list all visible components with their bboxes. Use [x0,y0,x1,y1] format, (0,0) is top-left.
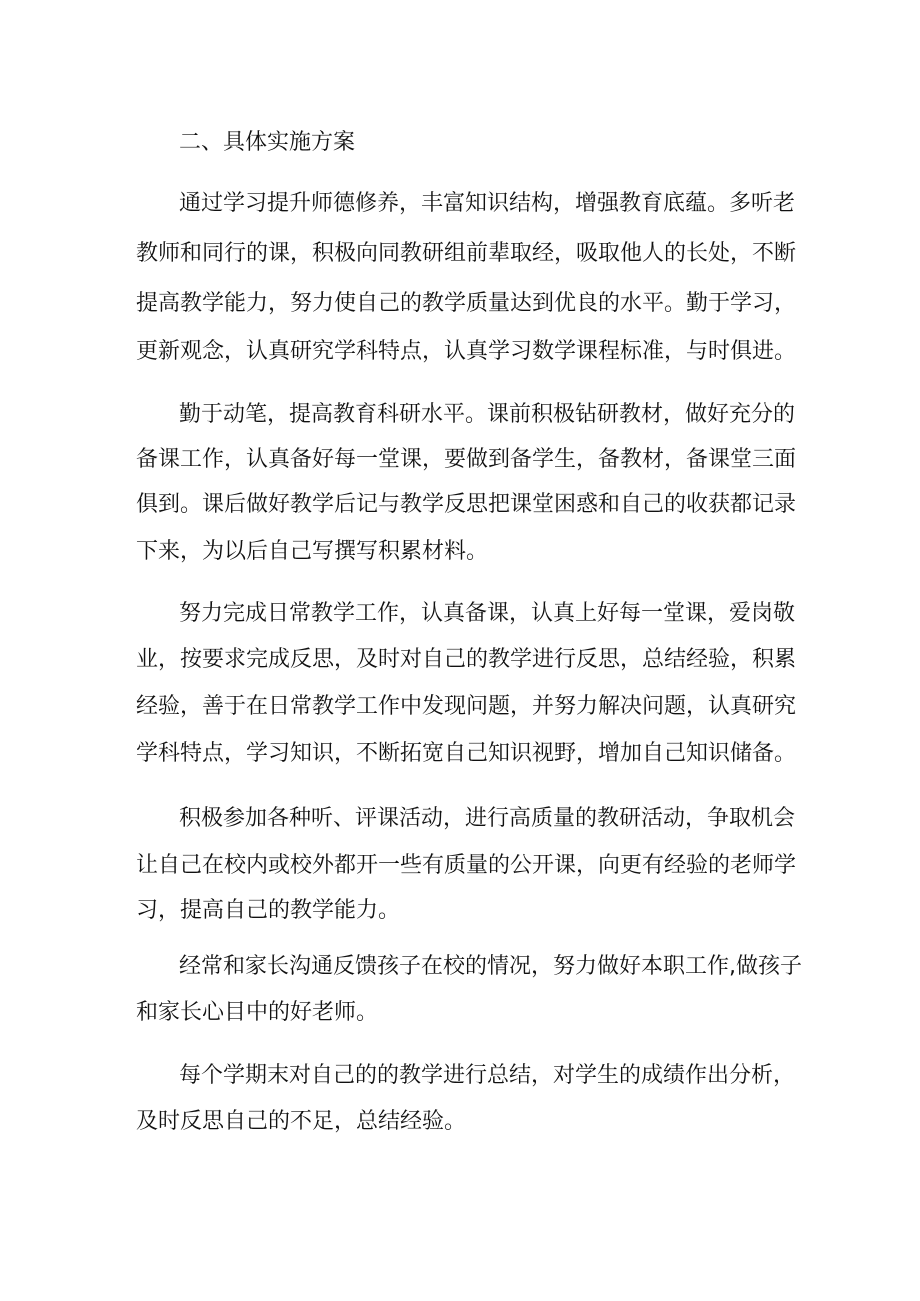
paragraph-5-line-1: 经常和家长沟通反馈孩子在校的情况，努力做好本职工作,做孩子 [179,954,802,979]
paragraph-4-line-2: 让自己在校内或校外都开一些有质量的公开课，向更有经验的老师学 [136,853,797,878]
paragraph-4-line-1: 积极参加各种听、评课活动，进行高质量的教研活动，争取机会 [179,806,796,831]
paragraph-1-line-3: 提高教学能力，努力使自己的教学质量达到优良的水平。勤于学习， [136,291,797,316]
paragraph-6-line-2: 及时反思自己的不足，总结经验。 [136,1109,467,1134]
paragraph-2-line-1: 勤于动笔，提高教育科研水平。课前积极钻研教材，做好充分的 [179,402,796,427]
paragraph-3-line-3: 经验，善于在日常教学工作中发现问题，并努力解决问题，认真研究 [136,694,797,719]
paragraph-3-line-4: 学科特点，学习知识，不断拓宽自己知识视野，增加自己知识储备。 [136,741,797,766]
paragraph-2-line-3: 俱到。课后做好教学后记与教学反思把课堂困惑和自己的收获都记录 [136,492,797,517]
section-heading: 二、具体实施方案 [179,130,356,155]
paragraph-1-line-2: 教师和同行的课，积极向同教研组前辈取经，吸取他人的长处，不断 [136,241,797,266]
paragraph-2-line-4: 下来，为以后自己写撰写积累材料。 [136,539,489,564]
paragraph-3-line-2: 业，按要求完成反思，及时对自己的教学进行反思，总结经验，积累 [136,647,797,672]
paragraph-3-line-1: 努力完成日常教学工作，认真备课，认真上好每一堂课，爱岗敬 [179,601,796,626]
paragraph-4-line-3: 习，提高自己的教学能力。 [136,898,401,923]
paragraph-2-line-2: 备课工作，认真备好每一堂课，要做到备学生，备教材，备课堂三面 [136,447,797,472]
paragraph-5-line-2: 和家长心目中的好老师。 [136,1000,379,1025]
paragraph-1-line-1: 通过学习提升师德修养，丰富知识结构，增强教育底蕴。多听老 [179,191,796,216]
paragraph-1-line-4: 更新观念，认真研究学科特点，认真学习数学课程标准，与时俱进。 [136,339,797,364]
paragraph-6-line-1: 每个学期末对自己的的教学进行总结，对学生的成绩作出分析， [179,1063,796,1088]
